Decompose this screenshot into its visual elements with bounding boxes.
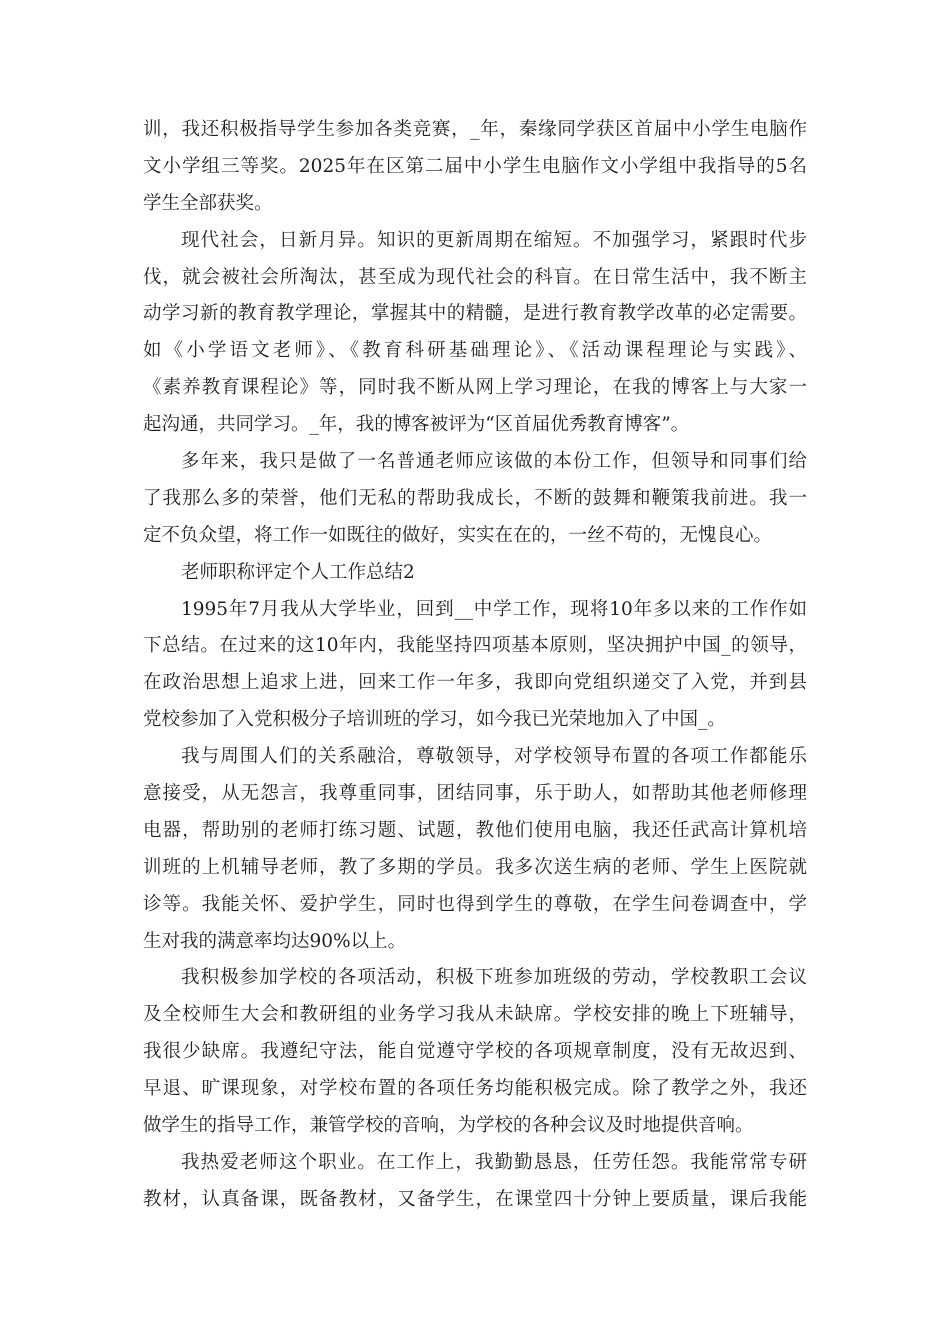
text-line: 现代社会，日新月异。知识的更新周期在缩短。不加强学习，紧跟时代步 [181, 229, 807, 251]
text-line: 做学生的指导工作，兼管学校的音响，为学校的各种会议及时地提供音响。 [143, 1115, 754, 1137]
paragraph [143, 592, 807, 740]
text-line: 下总结。在过来的这10年内，我能坚持四项基本原则，坚决拥护中国_的领导， [143, 635, 807, 657]
paragraph [143, 739, 807, 960]
paragraph [143, 444, 807, 555]
text-line: 训，我还积极指导学生参加各类竞赛，_年，秦缘同学获区首届中小学生电脑作 [143, 119, 807, 140]
text-line: 训班的上机辅导老师，教了多期的学员。我多次送生病的老师、学生上医院就 [143, 856, 807, 878]
text-line: 多年来，我只是做了一名普通老师应该做的本份工作，但领导和同事们给 [181, 451, 807, 473]
text-line: 伐，就会被社会所淘汰，甚至成为现代社会的科盲。在日常生活中，我不断主 [143, 266, 807, 288]
text-line: 及全校师生大会和教研组的业务学习我从未缺席。学校安排的晚上下班辅导， [143, 1004, 807, 1026]
section-heading: 老师职称评定个人工作总结2 [181, 561, 415, 583]
text-line: 在政治思想上追求上进，回来工作一年多，我即向党组织递交了入党，并到县 [143, 672, 807, 694]
text-line: 电器，帮助别的老师打练习题、试题，教他们使用电脑，我还任武高计算机培 [143, 819, 807, 841]
text-line: 起沟通，共同学习。_年，我的博客被评为“区首届优秀教育博客”。 [143, 414, 690, 436]
text-line: 学生全部获奖。 [143, 192, 273, 214]
paragraph [143, 223, 807, 444]
text-line: 意接受，从无怨言，我尊重同事，团结同事，乐于助人，如帮助其他老师修理 [143, 783, 807, 805]
text-line: 我积极参加学校的各项活动，积极下班参加班级的劳动，学校教职工会议 [181, 967, 807, 989]
text-line: 1995年7月我从大学毕业，回到__中学工作，现将10年多以来的工作作如 [181, 598, 807, 620]
text-line: 定不负众望，将工作一如既往的做好，实实在在的，一丝不苟的，无愧良心。 [143, 524, 773, 546]
text-line: 动学习新的教育教学理论，掌握其中的精髓，是进行教育教学改革的必定需要。 [143, 303, 807, 325]
text-line: 教材，认真备课，既备教材，又备学生，在课堂四十分钟上要质量，课后我能 [143, 1188, 807, 1210]
paragraph [143, 960, 807, 1144]
text-line: 如《小学语文老师》、《教育科研基础理论》、《活动课程理论与实践》、 [143, 340, 807, 362]
text-line: 我很少缺席。我遵纪守法，能自觉遵守学校的各项规章制度，没有无故迟到、 [143, 1041, 807, 1063]
text-line: 早退、旷课现象，对学校布置的各项任务均能积极完成。除了教学之外，我还 [143, 1078, 807, 1100]
text-line: 诊等。我能关怀、爱护学生，同时也得到学生的尊敬，在学生问卷调查中，学 [143, 893, 807, 915]
text-line: 《素养教育课程论》等，同时我不断从网上学习理论，在我的博客上与大家一 [143, 377, 807, 399]
text-line: 我与周围人们的关系融洽，尊敬领导，对学校领导布置的各项工作都能乐 [181, 746, 807, 768]
paragraph [143, 1145, 807, 1219]
document-body [143, 112, 807, 1219]
paragraph [143, 112, 807, 223]
text-line: 生对我的满意率均达90%以上。 [143, 930, 407, 952]
text-line: 了我那么多的荣誉，他们无私的帮助我成长，不断的鼓舞和鞭策我前进。我一 [143, 487, 807, 509]
text-line: 我热爱老师这个职业。在工作上，我勤勤恳恳，任劳任怨。我能常常专研 [181, 1151, 807, 1173]
text-line: 党校参加了入党积极分子培训班的学习，如今我已光荣地加入了中国_。 [143, 709, 726, 731]
text-line: 文小学组三等奖。2025年在区第二届中小学生电脑作文小学组中我指导的5名 [143, 155, 807, 177]
